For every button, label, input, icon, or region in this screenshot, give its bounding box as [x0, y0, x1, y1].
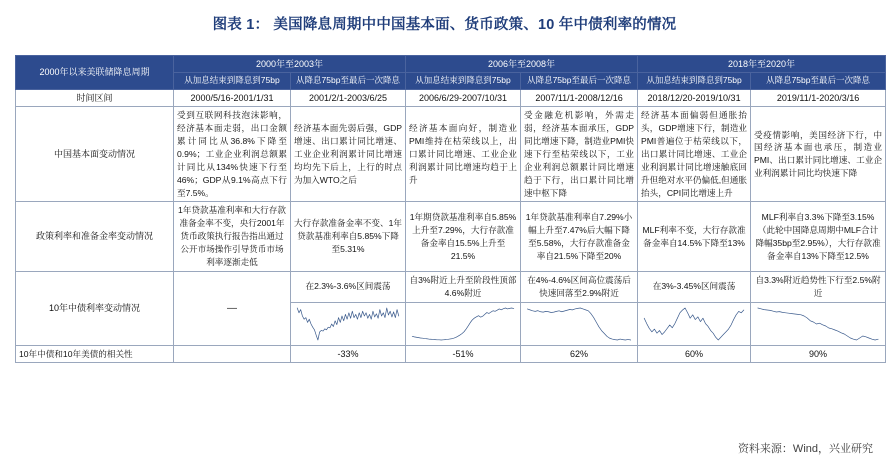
policy-rate-4: 1年贷款基准利率自7.29%小幅上升至7.47%后大幅下降至5.58%，大行存款准备金率自21.5%下降至20% [521, 202, 638, 271]
fundamentals-3: 经济基本面向好，制造业PMI维持在枯荣线以上，出口累计同比增速、工业企业利润累计同比增速均趋于上升 [406, 107, 521, 202]
row-label-time-range: 时间区间 [16, 89, 174, 107]
header-subcol-1: 从加息结束到降息到75bp [174, 73, 291, 89]
header-subcol-3: 从加息结束到降息到75bp [406, 73, 521, 89]
bond-rate-4: 在4%-4.6%区间高位震荡后快速回落至2.9%附近 [521, 271, 638, 302]
header-subcol-5: 从加息结束到降息到75bp [638, 73, 751, 89]
row-label-bond-rate: 10年中债利率变动情况 [16, 271, 174, 345]
sparkline-chart-4 [521, 302, 638, 345]
correlation-6: 90% [751, 345, 886, 362]
policy-rate-5: MLF利率不变，大行存款准备金率自14.5%下降至13% [638, 202, 751, 271]
bond-rate-6: 自3.3%附近趋势性下行至2.5%附近 [751, 271, 886, 302]
header-subcol-6: 从降息75bp至最后一次降息 [751, 73, 886, 89]
correlation-5: 60% [638, 345, 751, 362]
sparkline-chart-2 [291, 302, 406, 345]
header-subcol-2: 从降息75bp至最后一次降息 [291, 73, 406, 89]
row-label-correlation: 10年中债和10年美债的相关性 [16, 345, 174, 362]
time-range-1: 2000/5/16-2001/1/31 [174, 89, 291, 107]
fundamentals-2: 经济基本面先弱后强，GDP增速、出口累计同比增速、工业企业利润累计同比增速均均先下后上，上行的时点为加入WTO之后 [291, 107, 406, 202]
comparison-table [15, 55, 886, 363]
sparkline-chart-5 [638, 302, 751, 345]
sparkline-chart-6 [751, 302, 886, 345]
header-subcol-4: 从降息75bp至最后一次降息 [521, 73, 638, 89]
source-note: 资料来源：Wind，兴业研究 [737, 443, 873, 455]
time-range-4: 2007/11/1-2008/12/16 [521, 89, 638, 107]
header-period-2018-2020: 2018年至2020年 [638, 56, 886, 73]
time-range-2: 2001/2/1-2003/6/25 [291, 89, 406, 107]
table-row-policy-rate [16, 202, 886, 271]
time-range-5: 2018/12/20-2019/10/31 [638, 89, 751, 107]
page-title: 图表 1： 美国降息周期中中国基本面、货币政策、10 年中债利率的情况 [212, 17, 677, 33]
correlation-2: -33% [291, 345, 406, 362]
sparkline-chart-3 [406, 302, 521, 345]
header-row-periods [16, 56, 886, 73]
policy-rate-3: 1年期贷款基准利率自5.85%上升至7.29%，大行存款准备金率自15.5%上升至21.5% [406, 202, 521, 271]
table-row-correlation [16, 345, 886, 362]
table-row-bond-rate-text [16, 271, 886, 302]
policy-rate-1: 1年贷款基准利率和大行存款准备金率不变，央行2001年货币政策执行报告指出通过公开市场操作引导货币市场利率逐渐走低 [174, 202, 291, 271]
time-range-3: 2006/6/29-2007/10/31 [406, 89, 521, 107]
time-range-6: 2019/11/1-2020/3/16 [751, 89, 886, 107]
policy-rate-6: MLF利率自3.3%下降至3.15%（此轮中国降息周期中MLF合计降幅35bp至2.95%），大行存款准备金率自13%下降至12.5% [751, 202, 886, 271]
header-period-2000-2003: 2000年至2003年 [174, 56, 406, 73]
fundamentals-1: 受到互联网科技泡沫影响，经济基本面走弱，出口金额累计同比从36.8%下降至0.9%；工业企业利润总额累计同比从134%快速下行至46%；GDP从9.1%高点下行至7.5%。 [174, 107, 291, 202]
correlation-3: -51% [406, 345, 521, 362]
bond-rate-1: — [174, 271, 291, 345]
header-corner-label: 2000年以来美联储降息周期 [16, 56, 174, 90]
fundamentals-4: 受金融危机影响，外需走弱，经济基本面承压，GDP同比增速下降，制造业PMI快速下行至枯荣线以下，工业企业利润总额累计同比增速趋于下行，出口累计同比增速中枢下降 [521, 107, 638, 202]
row-label-fundamentals: 中国基本面变动情况 [16, 107, 174, 202]
table-row-fundamentals [16, 107, 886, 202]
header-period-2006-2008: 2006年至2008年 [406, 56, 638, 73]
bond-rate-3: 自3%附近上升至阶段性顶部4.6%附近 [406, 271, 521, 302]
policy-rate-2: 大行存款准备金率不变、1年贷款基准利率自5.85%下降至5.31% [291, 202, 406, 271]
bond-rate-2: 在2.3%-3.6%区间震荡 [291, 271, 406, 302]
correlation-4: 62% [521, 345, 638, 362]
fundamentals-5: 经济基本面偏弱但通胀抬头，GDP增速下行，制造业PMI普遍位于枯荣线以下，出口累计同比增速、工业企业利润累计同比增速触底回升但绝对水平仍偏低,但通胀抬头，CPI同比增速上升 [638, 107, 751, 202]
row-label-policy-rate: 政策利率和准备金率变动情况 [16, 202, 174, 271]
bond-rate-5: 在3%-3.45%区间震荡 [638, 271, 751, 302]
correlation-1 [174, 345, 291, 362]
table-row-time-range [16, 89, 886, 107]
fundamentals-6: 受疫情影响，美国经济下行，中国经济基本面也承压，制造业PMI、出口累计同比增速、工业企业利润累计同比均快速下降 [751, 107, 886, 202]
